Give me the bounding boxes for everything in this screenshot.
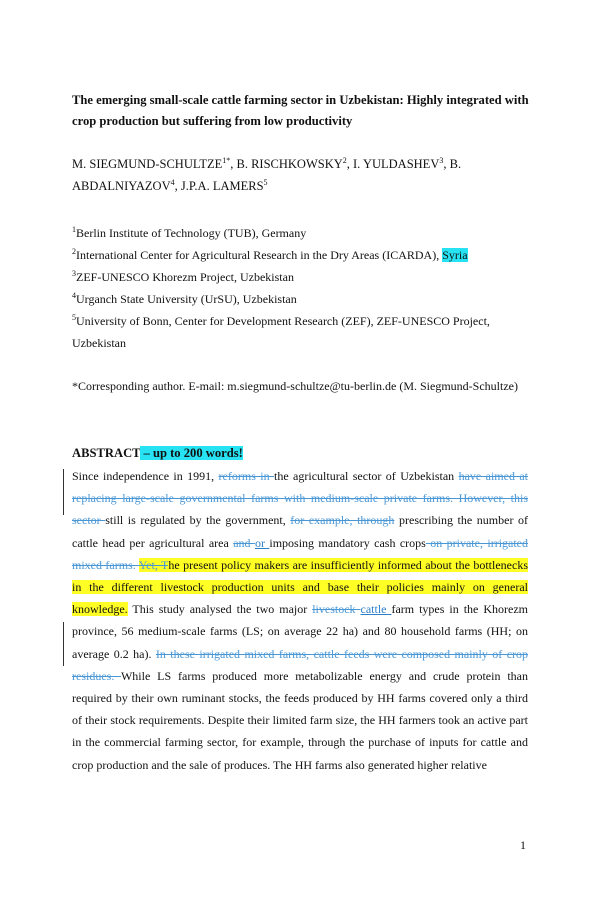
affiliation-number: 5 — [72, 313, 76, 322]
abstract-text: imposing mandatory cash crops — [269, 535, 426, 550]
author — [72, 157, 237, 171]
affiliation-number: 2 — [72, 247, 76, 256]
author-affiliation-mark: 4 — [170, 177, 175, 187]
page-number: 1 — [520, 838, 526, 852]
affiliation-number: 3 — [72, 269, 76, 278]
abstract-label: ABSTRACT — [72, 446, 141, 460]
author — [237, 157, 354, 171]
abstract-text: still is regulated by the government, — [105, 513, 291, 528]
paper-title: The emerging small-scale cattle farming sector in Uzbekistan: Highly integrated with crop production but suffering from low productivity — [72, 93, 529, 128]
author-name: M. SIEGMUND-SCHULTZE — [72, 157, 223, 171]
author-name: B. RISCHKOWSKY — [236, 157, 343, 171]
abstract-text: While LS farms produced more metabolizable energy and crude protein than required by their own ruminant stocks, the feeds produced by HH farms covered only a third of their stock requirements. Despite their limited farm size, the HH farmers took an active part in the commercial farming sector, for example, through the purchase of inputs for cattle and crop production and the sale of produces. The HH farms also generated higher relative — [72, 668, 529, 772]
author-list — [72, 153, 542, 197]
abstract-text: farm types in the Khorezm province, 56 medium-scale farms (LS; on average 22 ha) and 80 household farms (HH; on average 0.2 ha). — [72, 602, 528, 661]
affiliation-text: University of Bonn, Center for Development Research (ZEF), ZEF-UNESCO Project, Uzbekistan — [72, 314, 490, 350]
tracked-deletion: In these irrigated mixed farms, cattle feeds were composed mainly of crop residues. — [72, 646, 529, 683]
abstract-text: prescribing the number of cattle head per agricultural area — [72, 513, 529, 550]
abstract-text: This study analysed the two major — [127, 602, 313, 617]
affiliation-text: ZEF-UNESCO Khorezm Project, Uzbekistan — [76, 270, 294, 284]
change-bar — [63, 622, 64, 666]
tracked-deletion: reforms in — [218, 469, 274, 483]
affiliation-number: 1 — [72, 225, 76, 234]
highlighted-comment: Syria — [442, 248, 468, 262]
author-name: J.P.A. LAMERS — [180, 179, 264, 193]
affiliation — [72, 266, 542, 288]
tracked-deletion: and — [233, 535, 255, 550]
author — [353, 157, 450, 171]
affiliation — [72, 244, 542, 266]
tracked-deletion: Yet, T — [138, 557, 169, 572]
author-separator: , — [346, 157, 354, 171]
affiliation-text: Berlin Institute of Technology (TUB), Germany — [76, 226, 307, 240]
author-name: I. YULDASHEV — [353, 157, 440, 171]
tracked-insertion: cattle — [360, 602, 392, 617]
affiliation — [72, 288, 542, 310]
abstract-heading — [72, 443, 243, 463]
corresponding-author-note: *Corresponding author. E-mail: m.siegmund-schultze@tu-berlin.de (M. Siegmund-Schultze) — [72, 379, 518, 393]
abstract-text: Since independence in 1991, — [72, 469, 219, 483]
affiliation — [72, 222, 542, 244]
author-affiliation-mark: 1* — [222, 155, 231, 165]
author-name: B. ABDALNIYAZOV — [72, 157, 462, 193]
affiliation-number: 4 — [72, 291, 76, 300]
affiliation — [72, 310, 542, 354]
affiliation-list — [72, 222, 542, 354]
affiliation-text: Urganch State University (UrSU), Uzbekistan — [76, 292, 297, 306]
author-affiliation-mark: 5 — [263, 177, 268, 187]
change-bar — [63, 469, 64, 515]
author-affiliation-mark: 2 — [342, 155, 347, 165]
tracked-insertion: or — [254, 535, 270, 550]
tracked-deletion: on private, irrigated mixed farms. — [72, 535, 529, 572]
author-separator: , — [174, 179, 181, 193]
tracked-deletion: have aimed at replacing large-scale governmental farms with medium-scale private farms. However, this sector — [72, 469, 528, 528]
affiliation-text: International Center for Agricultural Research in the Dry Areas (ICARDA), — [76, 248, 443, 262]
author-separator: , — [443, 157, 450, 171]
author-affiliation-mark: 3 — [439, 155, 444, 165]
author — [181, 179, 268, 193]
abstract-body — [72, 465, 528, 776]
abstract-word-limit-comment: – up to 200 words! — [140, 446, 243, 460]
author-separator: , — [230, 157, 237, 171]
tracked-deletion: for example, through — [290, 513, 395, 528]
highlighted-text: he present policy makers are insufficiently informed about the bottlenecks in the different livestock production units and base their policies mainly on general knowledge. — [72, 557, 528, 617]
abstract-text: the agricultural sector of Uzbekistan — [274, 469, 459, 483]
tracked-deletion: livestock — [312, 602, 361, 617]
